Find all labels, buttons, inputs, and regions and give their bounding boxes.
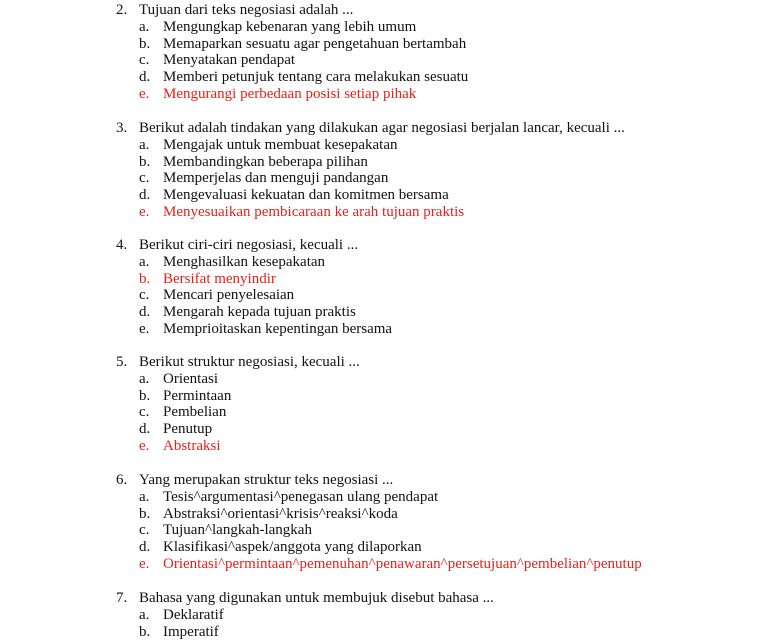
option-letter: b. [139, 387, 151, 404]
option-text: Membandingkan beberapa pilihan [163, 153, 368, 170]
question-line [116, 120, 756, 137]
question-6 [116, 472, 756, 573]
option-text: Mencari penyelesaian [163, 287, 295, 304]
option-letter: d. [139, 539, 151, 556]
option-d [116, 539, 756, 556]
option-text: Tesis^argumentasi^penegasan ulang pendapat [163, 488, 439, 505]
option-text: Abstraksi^orientasi^krisis^reaksi^koda [163, 505, 398, 522]
option-d [116, 304, 756, 321]
option-b [116, 624, 756, 640]
option-letter: d. [139, 69, 151, 86]
question-line [116, 590, 756, 607]
option-text: Memprioitaskan kepentingan bersama [163, 320, 393, 337]
question-5 [116, 354, 756, 455]
option-letter: e. [139, 320, 150, 337]
option-letter: a. [139, 488, 150, 505]
option-text: Abstraksi [163, 437, 221, 454]
option-text: Menghasilkan kesepakatan [163, 253, 326, 270]
question-text: Berikut struktur negosiasi, kecuali ... [139, 354, 360, 370]
question-text: Tujuan dari teks negosiasi adalah ... [139, 2, 354, 18]
option-letter: e. [139, 555, 150, 572]
option-e-answer [116, 556, 756, 573]
option-e-answer [116, 86, 756, 103]
question-text: Berikut adalah tindakan yang dilakukan agar negosiasi berjalan lancar, kecuali ... [139, 120, 625, 136]
option-text: Mengarah kepada tujuan praktis [163, 304, 356, 321]
option-d [116, 187, 756, 204]
question-4 [116, 237, 756, 338]
option-e-answer [116, 438, 756, 455]
option-letter: b. [139, 270, 151, 287]
option-text: Memaparkan sesuatu agar pengetahuan bertambah [163, 35, 467, 52]
question-line [116, 354, 756, 371]
option-text: Klasifikasi^aspek/anggota yang dilaporkan [163, 539, 422, 556]
option-letter: e. [139, 85, 150, 102]
question-line [116, 2, 756, 19]
question-text: Yang merupakan struktur teks negosiasi ... [139, 472, 394, 488]
option-a [116, 19, 756, 36]
option-letter: d. [139, 187, 151, 204]
question-number: 3. [116, 120, 128, 136]
option-e-answer [116, 204, 756, 221]
option-letter: c. [139, 287, 150, 304]
option-letter: b. [139, 623, 151, 640]
option-letter: a. [139, 370, 150, 387]
option-a [116, 371, 756, 388]
option-letter: e. [139, 437, 150, 454]
option-text: Deklaratif [163, 606, 224, 623]
option-text: Permintaan [163, 387, 232, 404]
option-text: Mengajak untuk membuat kesepakatan [163, 136, 398, 153]
option-b-answer [116, 271, 756, 288]
option-letter: c. [139, 52, 150, 69]
option-letter: a. [139, 606, 150, 623]
option-text: Penutup [163, 421, 213, 438]
option-e [116, 321, 756, 338]
option-text: Memperjelas dan menguji pandangan [163, 170, 389, 187]
option-text: Tujuan^langkah-langkah [163, 522, 312, 539]
option-letter: b. [139, 35, 151, 52]
question-number: 7. [116, 590, 128, 606]
question-text: Bahasa yang digunakan untuk membujuk disebut bahasa ... [139, 590, 494, 606]
option-letter: c. [139, 170, 150, 187]
option-letter: e. [139, 203, 150, 220]
option-letter: b. [139, 505, 151, 522]
option-c [116, 404, 756, 421]
option-text: Menyesuaikan pembicaraan ke arah tujuan praktis [163, 203, 465, 220]
option-text: Bersifat menyindir [163, 270, 276, 287]
question-number: 2. [116, 2, 128, 18]
question-line [116, 237, 756, 254]
option-text: Mengurangi perbedaan posisi setiap pihak [163, 85, 417, 102]
question-text: Berikut ciri-ciri negosiasi, kecuali ... [139, 237, 359, 253]
option-text: Memberi petunjuk tentang cara melakukan sesuatu [163, 69, 469, 86]
option-letter: c. [139, 522, 150, 539]
option-d [116, 69, 756, 86]
option-letter: a. [139, 18, 150, 35]
option-letter: b. [139, 153, 151, 170]
option-text: Orientasi^permintaan^pemenuhan^penawaran^persetujuan^pembelian^penutup [163, 555, 642, 572]
option-b [116, 388, 756, 405]
option-a [116, 607, 756, 624]
question-3 [116, 120, 756, 221]
option-text: Menyatakan pendapat [163, 52, 296, 69]
question-2 [116, 2, 756, 103]
option-a [116, 137, 756, 154]
option-letter: c. [139, 404, 150, 421]
option-text: Pembelian [163, 404, 227, 421]
question-line [116, 472, 756, 489]
question-number: 5. [116, 354, 128, 370]
option-a [116, 254, 756, 271]
question-7 [116, 590, 756, 640]
option-b [116, 506, 756, 523]
option-text: Imperatif [163, 623, 219, 640]
option-letter: d. [139, 421, 151, 438]
option-c [116, 522, 756, 539]
option-letter: a. [139, 253, 150, 270]
option-letter: a. [139, 136, 150, 153]
question-number: 4. [116, 237, 128, 253]
option-letter: d. [139, 304, 151, 321]
option-text: Mengevaluasi kekuatan dan komitmen bersama [163, 187, 449, 204]
option-c [116, 170, 756, 187]
option-text: Mengungkap kebenaran yang lebih umum [163, 18, 417, 35]
option-b [116, 36, 756, 53]
question-number: 6. [116, 472, 128, 488]
option-d [116, 421, 756, 438]
option-a [116, 489, 756, 506]
option-c [116, 287, 756, 304]
option-b [116, 154, 756, 171]
option-text: Orientasi [163, 370, 218, 387]
option-c [116, 52, 756, 69]
